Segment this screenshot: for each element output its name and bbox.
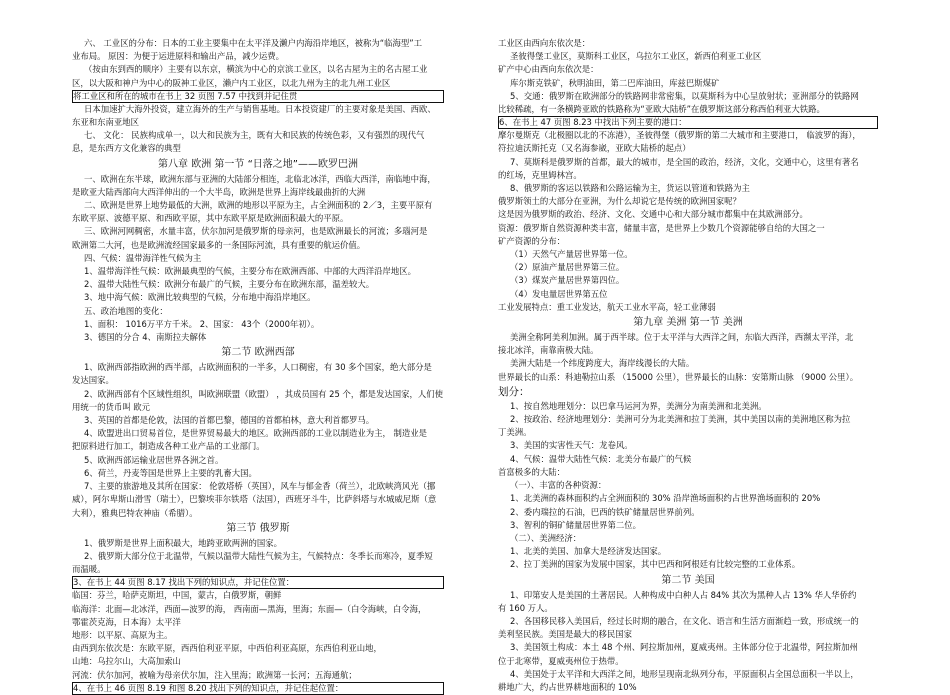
right-column-line: 1、北美的美国、加拿大是经济发达国家。 [510,546,667,557]
left-column-line: 山地：乌拉尔山，大高加索山 [72,656,181,667]
left-column [72,37,444,695]
left-column-line: 一、欧洲在东半球，欧洲东部与亚洲的大陆部分相连，北临北冰洋，西临大西洋，南临地中海， [84,173,436,184]
right-column-line: 工业发展特点：重工业发达，航天工业水平高，轻工业薄弱 [498,301,716,312]
right-column-line: 划分： [498,385,530,398]
right-column-line: 资源：俄罗斯自然资源种类丰富，储量丰富，是世界上少数几个资源能够自给的大国之一 [498,222,825,233]
right-column-line: 矿产资源的分布： [498,235,565,246]
right-column-line: 库尔斯克铁矿，秋明油田，第二巴库油田，库兹巴斯煤矿 [510,77,720,88]
left-column-line: 把原料进行加工，制造成各种工业产品的工业部门。 [72,441,265,452]
left-column-heading: 第三节 俄罗斯 [226,522,290,534]
right-column-line: 3、美国的实害性天气：龙卷风。 [510,440,633,451]
left-column-line: 三、欧洲河网稠密，水量丰富，伏尔加河是俄罗斯的母亲河，也是欧洲最长的河流；多瑙河是 [84,226,428,237]
right-column-line: 位于北寒带，夏威夷州位于热带。 [498,655,624,666]
right-column-line: （二）、美洲经济： [510,532,582,543]
right-column-line: 2、各国移民移入美国后，经过长时期的融合，在文化、语言和生活方面渐趋一致，形成统一的 [510,615,859,626]
left-column-line: 1、温带海洋性气候：欧洲最典型的气候，主要分布在欧洲西部、中部的大西洋沿岸地区。 [84,266,416,277]
left-column-line: 东亚和东南亚地区 [72,117,139,128]
right-column-line: 矿产中心由西向东依次是： [498,64,599,75]
left-column-line: 鄂霍茨克海，日本海）太平洋 [72,616,181,627]
right-column-line: 2、按政治、经济地理划分：美洲可分为北美洲和拉丁美洲，其中美国以南的美洲地区称为拉 [510,414,851,425]
left-column-line: 欧洲第二大河，也是欧洲流经国家最多的一条国际河流，具有重要的航运价值。 [72,239,366,250]
right-column-line: 首富极多的大陆： [498,466,565,477]
right-column-line: 1、按自然地理划分：以巴拿马运河为界，美洲分为南美洲和北美洲。 [510,400,767,411]
right-column-heading: 第九章 美洲 第一节 美洲 [633,317,743,329]
left-column-heading: 第二节 欧洲西部 [221,347,295,359]
right-column-line: 4、美国处于太平洋和大西洋之间，地形呈现南北纵列分布，平原面积占全国总面积一半以上， [510,668,859,679]
left-column-line: 东欧平原、波德平原、和西欧平原，其中东欧平原是欧洲面积最大的平原。 [72,213,349,224]
right-column-line: 2、委内瑞拉的石油，巴西的铁矿储量居世界前列。 [510,506,700,517]
right-column-line: 有 160 万人。 [498,602,553,613]
left-column-line: 是欧亚大陆西部向大西洋伸出的一个大半岛，欧洲是世界上海岸线最曲折的大洲 [72,186,366,197]
right-column-line: 丁美洲。 [498,427,532,438]
right-column-line: 符拉迪沃斯托克（又名海参崴，亚欧大陆桥的起点） [498,143,691,154]
right-column-line: 这是因为俄罗斯的政治、经济、文化、交通中心和大部分城市都集中在其欧洲部分。 [498,209,808,220]
left-column-line: 2、俄罗斯大部分位于北温带，气候以温带大陆性气候为主，气候特点：冬季长而寒冷，夏季短 [84,550,433,561]
left-column-line: 业布局。 原因：为便于运进原料和输出产品，减少运费。 [72,51,285,62]
left-column-line: 五、政治地图的变化： [84,305,168,316]
left-column-heading: 第八章 欧洲 第一节 “日落之地”——欧罗巴洲 [158,158,358,170]
left-column-line: 7、主要的旅游地及其所在国家： 伦敦塔桥（英国），风车与郁金香（荷兰），北欧峡湾风光（挪 [84,481,436,492]
left-column-line: 2、欧洲西部有个区域性组织，叫欧洲联盟（欧盟） ，其成员国有 25 个，都是发达国家，人们使 [84,388,443,399]
left-column-line: 6、荷兰，丹麦等国是世界上主要的乳畜大国。 [84,467,257,478]
left-column-line: 用统一的货币叫 欧元 [72,401,151,412]
right-column-line: 耕地广大，约占世界耕地面积的 10% [498,681,637,692]
left-column-line: 2、温带大陆性气候：欧洲分布最广的气候，主要分布在欧洲东部，温差较大。 [84,279,375,290]
right-column-line: 5、交通：俄罗斯在欧洲部分的铁路网非常密集，以莫斯科为中心呈放射状；亚洲部分的铁路网 [510,90,859,101]
right-column-line: 4、气候：温带大陆性气候：北美分布最广的气候 [510,453,692,464]
left-column-boxed-note: 3、在书上 44 页图 8.17 找出下列的知识点，并记住位置： [72,576,444,589]
left-column-line: 3、英国的首都是伦敦，法国的首都巴黎，德国的首都柏林，意大利首都罗马。 [84,415,375,426]
right-column-line: （4）发电量居世界第五位 [510,288,608,299]
left-column-boxed-note: 4、在书上 46 页图 8.19 和图 8.20 找出下列的知识点，并记住起位置： [72,682,444,695]
right-column-heading: 第二节 美国 [661,574,715,586]
left-column-line: 临国：芬兰，哈萨克斯坦，中国，蒙古，白俄罗斯，朝鲜 [72,590,282,601]
left-column-boxed-note: 将工业区和所在的城市在书上 32 页图 7.57 中找到并记住贯 [72,90,444,103]
left-column-line: 5、欧洲西部运输业居世界各洲之首。 [84,454,224,465]
right-column-line: 比较稀疏，有一条横跨亚欧的铁路称为“亚欧大陆桥”在俄罗斯这部分称西伯利亚大铁路。 [498,104,825,115]
right-column-line: （1）天然气产量居世界第一位。 [510,249,633,260]
right-column-line: 工业区由西向东依次是： [498,38,591,48]
right-column-line: 世界最长的山系：科迪勒拉山系 （15000 公里），世界最长的山脉：安第斯山脉 （9000 公里）。 [498,371,859,382]
right-column-line: 美利坚民族。美国是最大的移民国家 [498,629,632,640]
left-column-line: 3、德国的分合 4、南斯拉夫解体 [84,332,207,343]
right-column-line: 1、北美洲的森林面积约占全洲面积的 30% 沿岸渔场面积约占世界渔场面积的 20% [510,493,821,504]
left-column-line: 四、气候：温带海洋性气候为主 [84,252,202,263]
left-column-line: 大利），雅典巴特农神庙（希腊）。 [72,507,198,518]
left-column-line: 1、俄罗斯是世界上面积最大，地跨亚欧两洲的国家。 [84,537,282,548]
right-column-line: 的红场，克里姆林宫。 [498,169,582,180]
right-column-line: 7、莫斯科是俄罗斯的首都，最大的城市，是全国的政治，经济，文化，交通中心，这里有著名 [510,156,859,167]
right-column-line: 3、智利的铜矿储量居世界第二位。 [510,519,641,530]
left-column-line: 发达国家。 [72,375,114,386]
left-column-line: 临海洋：北面—北冰洋，西面—波罗的海， 西南面—黑海，里海；东面—（白令海峡，白令海， [72,603,427,614]
left-column-line: 地形：以平原、高原为主。 [72,629,173,640]
left-column-line: 二、欧洲是世界上地势最低的大洲，欧洲的地形以平原为主，占全洲面积的 2／3，主要平原有 [84,200,433,211]
left-column-line: 六、 工业区的分布：日本的工业主要集中在太平洋及濑户内海沿岸地区，被称为“临海型”工 [84,38,422,48]
right-column-line: 美洲全称阿美利加洲。属于西半球。位于太平洋与大西洋之间，东临大西洋，西濒太平洋，北 [510,332,854,343]
left-column-line: 由西到东依次是：东欧平原，西西伯利亚平原，中西伯利亚高原，东西伯利亚山地， [72,643,382,654]
left-column-line: 4、欧盟进出口贸易首位，是世界贸易最大的地区。欧洲西部的工业以制造业为主， 制造业是 [84,428,427,439]
right-column-line: 3、美国领土构成：本土 48 个州、阿拉斯加州，夏威夷州。主体部分位于北温带，阿拉斯加州 [510,642,858,653]
right-column-line: 俄罗斯领土的大部分在亚洲，为什么却说它是传统的欧洲国家呢？ [498,196,741,207]
left-column-line: 河流：伏尔加河，被喻为母亲伏尔加，注入里海；欧洲第一长河；五海通航； [72,669,357,680]
left-column-line: 威），阿尔卑斯山滑雪（瑞士），巴黎埃菲尔铁塔（法国），西班牙斗牛，比萨斜塔与水城威尼斯（意 [72,494,437,505]
left-column-line: 3、地中海气候：欧洲比较典型的气候，分布地中海沿岸地区。 [84,292,316,303]
left-column-line: 七、 文化： 民族构成单一，以大和民族为主，既有大和民族的传统色彩，又有强烈的现代气 [84,130,425,141]
right-column-line: 8、俄罗斯的客运以铁路和公路运输为主，货运以管道和铁路为主 [510,183,750,194]
right-column-line: 美洲大陆是一个纬度跨度大，海岸线漫长的大陆。 [510,358,695,369]
left-column-line: 区，以大阪和神户为中心的阪神工业区，濑户内工业区，以北九州为主的北九州工业区 [72,77,391,88]
right-column-line: 1、印第安人是美国的土著居民。人种构成中白种人占 84% 其次为黑种人占 13% 华人华侨约 [510,589,857,600]
right-column-line: （2）原油产量居世界第三位。 [510,262,625,273]
left-column-line: 息，是东西方文化兼容的典型 [72,143,181,154]
left-column-line: 1、欧洲西部指欧洲的西半部，占欧洲面积的一半多，人口稠密，有 30 多个国家，绝大部分是 [84,362,432,373]
left-column-line: 1、面积： 1016万平方千米。 2、国家： 43个（2000年初）。 [84,318,320,329]
left-column-line: 而温暖。 [72,564,106,575]
right-column-line: 圣彼得堡工业区，莫斯科工业区，乌拉尔工业区，新西伯利亚工业区 [510,51,762,62]
right-column [498,37,878,694]
left-column-line: 日本加速扩大海外投资，建立海外的生产与销售基地。日本投资建厂的主要对象是美国、西欧、 [84,103,436,114]
right-column-line: 接北冰洋，南靠南极大陆。 [498,345,599,356]
right-column-line: （3）煤炭产量居世界第四位。 [510,275,625,286]
right-column-line: 摩尔曼斯克（北极圈以北的不冻港），圣彼得堡（俄罗斯的第二大城市和主要港口， 临波罗的海）， [498,130,861,141]
right-column-line: （一）、丰富的各种资源： [510,480,607,491]
left-column-line: （按由东到西的顺序）主要有以东京，横滨为中心的京滨工业区，以名古屋为主的名古屋工业 [84,64,428,75]
right-column-line: 2、拉丁美洲的国家为发展中国家，其中巴西和阿根廷有比较完整的工业体系。 [510,559,801,570]
right-column-boxed-note: 6、在书上 47 页图 8.23 中找出下列主要的港口： [498,116,878,129]
